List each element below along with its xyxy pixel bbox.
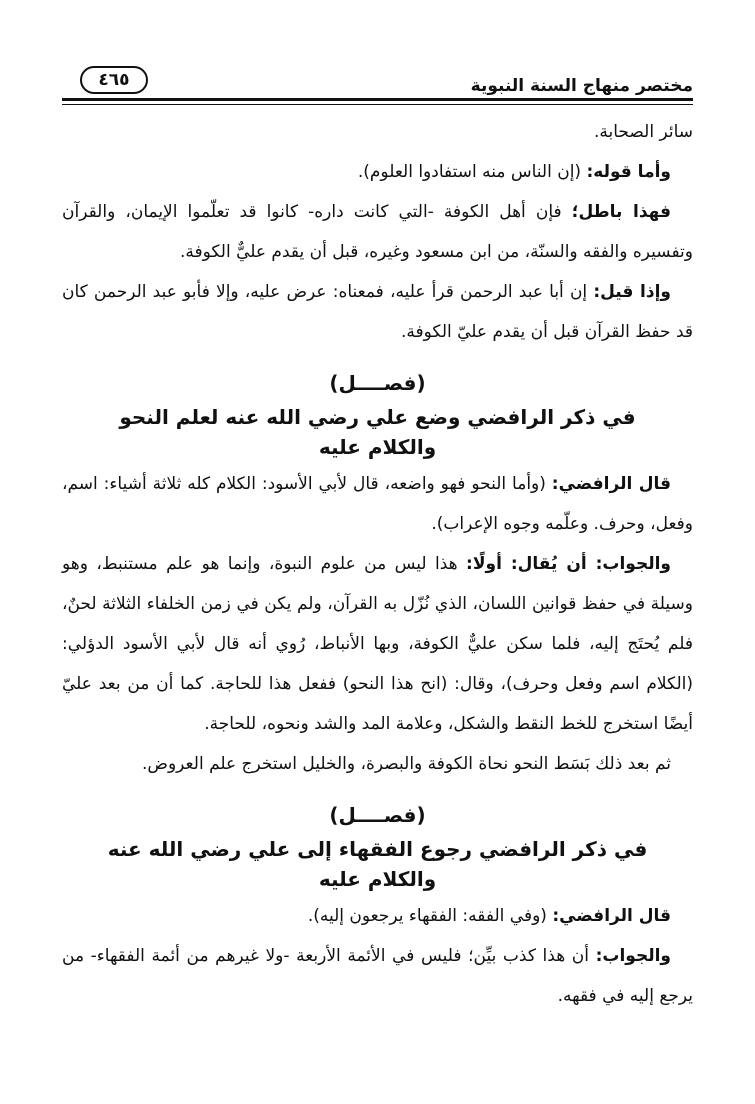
section-1-paragraph-3: ثم بعد ذلك بَسَط النحو نحاة الكوفة والبصرة، والخليل استخرج علم العروض.	[142, 754, 671, 774]
header-rule-thin	[62, 104, 693, 105]
paragraph-1: سائر الصحابة.	[594, 122, 693, 142]
section-2-paragraph-2-lead: والجواب:	[595, 946, 671, 966]
section-2-paragraph-2	[62, 936, 693, 1016]
section-2-title-line-1: في ذكر الرافضي رجوع الفقهاء إلى علي رضي الله عنه	[107, 837, 648, 861]
section-1-label: (فصــــل)	[329, 371, 426, 395]
paragraph-2	[62, 152, 693, 192]
paragraph-4-text: إن أبا عبد الرحمن قرأ عليه، فمعناه: عرض عليه، وإلا فأبو عبد الرحمن كان قد حفظ القرآن قبل أن يقدم عليّ الكوفة.	[62, 282, 693, 342]
section-1-paragraph-1-text: (وأما النحو فهو واضعه، قال لأبي الأسود: الكلام كله ثلاثة أشياء: اسم، وفعل، وحرف. وعلّمه وجوه الإعراب).	[62, 474, 693, 534]
section-2-paragraph-1-text: (وفي الفقه: الفقهاء يرجعون إليه).	[307, 906, 553, 926]
paragraph-3-lead: فهذا باطل؛	[571, 202, 672, 222]
section-1-paragraph-2-lead: والجواب: أن يُقال: أولًا:	[466, 554, 671, 574]
header-rule-thick	[62, 98, 693, 101]
section-2-label: (فصــــل)	[329, 803, 426, 827]
section-2-paragraph-1	[62, 896, 693, 936]
page-content	[62, 112, 693, 1016]
paragraph-2-lead: وأما قوله:	[586, 162, 671, 182]
section-2-paragraph-2-text: أن هذا كذب بيِّن؛ فليس في الأئمة الأربعة -ولا غيرهم من أئمة الفقهاء- من يرجع إليه في فقهه.	[62, 946, 693, 1006]
section-1-paragraph-1-lead: قال الرافضي:	[551, 474, 671, 494]
book-title: مختصر منهاج السنة النبوية	[470, 76, 693, 96]
page-header	[62, 62, 693, 98]
section-2-paragraph-1-lead: قال الرافضي:	[552, 906, 671, 926]
section-1-paragraph-2-text: هذا ليس من علوم النبوة، وإنما هو علم مستنبط، وهو وسيلة في حفظ قوانين اللسان، الذي نُزّل به القرآن، ولم يكن في زمن الخلفاء الثلاثة لحنٌ، فلم يُحتَج إليه، فلما سكن عليٌّ الكوفة، وبها الأنباط، رُوي أنه قال لأبي الأسود الدؤلي: (الكلام اسم وفعل وحرف)، وقال: (انح هذا النحو) ففعل هذا للحاجة. كما أن من بعد عليّ أيضًا استخرج للخط النقط والشكل، وعلامة المد والشد ونحوه، للحاجة.	[62, 554, 693, 734]
section-1-paragraph-1	[62, 464, 693, 544]
paragraph-3-text: فإن أهل الكوفة -التي كانت داره- كانوا قد تعلّموا الإيمان، والقرآن وتفسيره والفقه والسنّة، من ابن مسعود وغيره، قبل أن يقدم عليٌّ الكوفة.	[62, 202, 693, 262]
section-2-title-line-2: والكلام عليه	[318, 867, 437, 891]
paragraph-3	[62, 192, 693, 272]
section-1-title-line-2: والكلام عليه	[318, 435, 437, 459]
paragraph-4-lead: وإذا قيل:	[593, 282, 671, 302]
paragraph-2-text: (إن الناس منه استفادوا العلوم).	[357, 162, 587, 182]
section-1-paragraph-2	[62, 544, 693, 744]
section-1-title-line-1: في ذكر الرافضي وضع علي رضي الله عنه لعلم النحو	[119, 405, 636, 429]
paragraph-4	[62, 272, 693, 352]
page-number: ٤٦٥	[80, 66, 148, 94]
